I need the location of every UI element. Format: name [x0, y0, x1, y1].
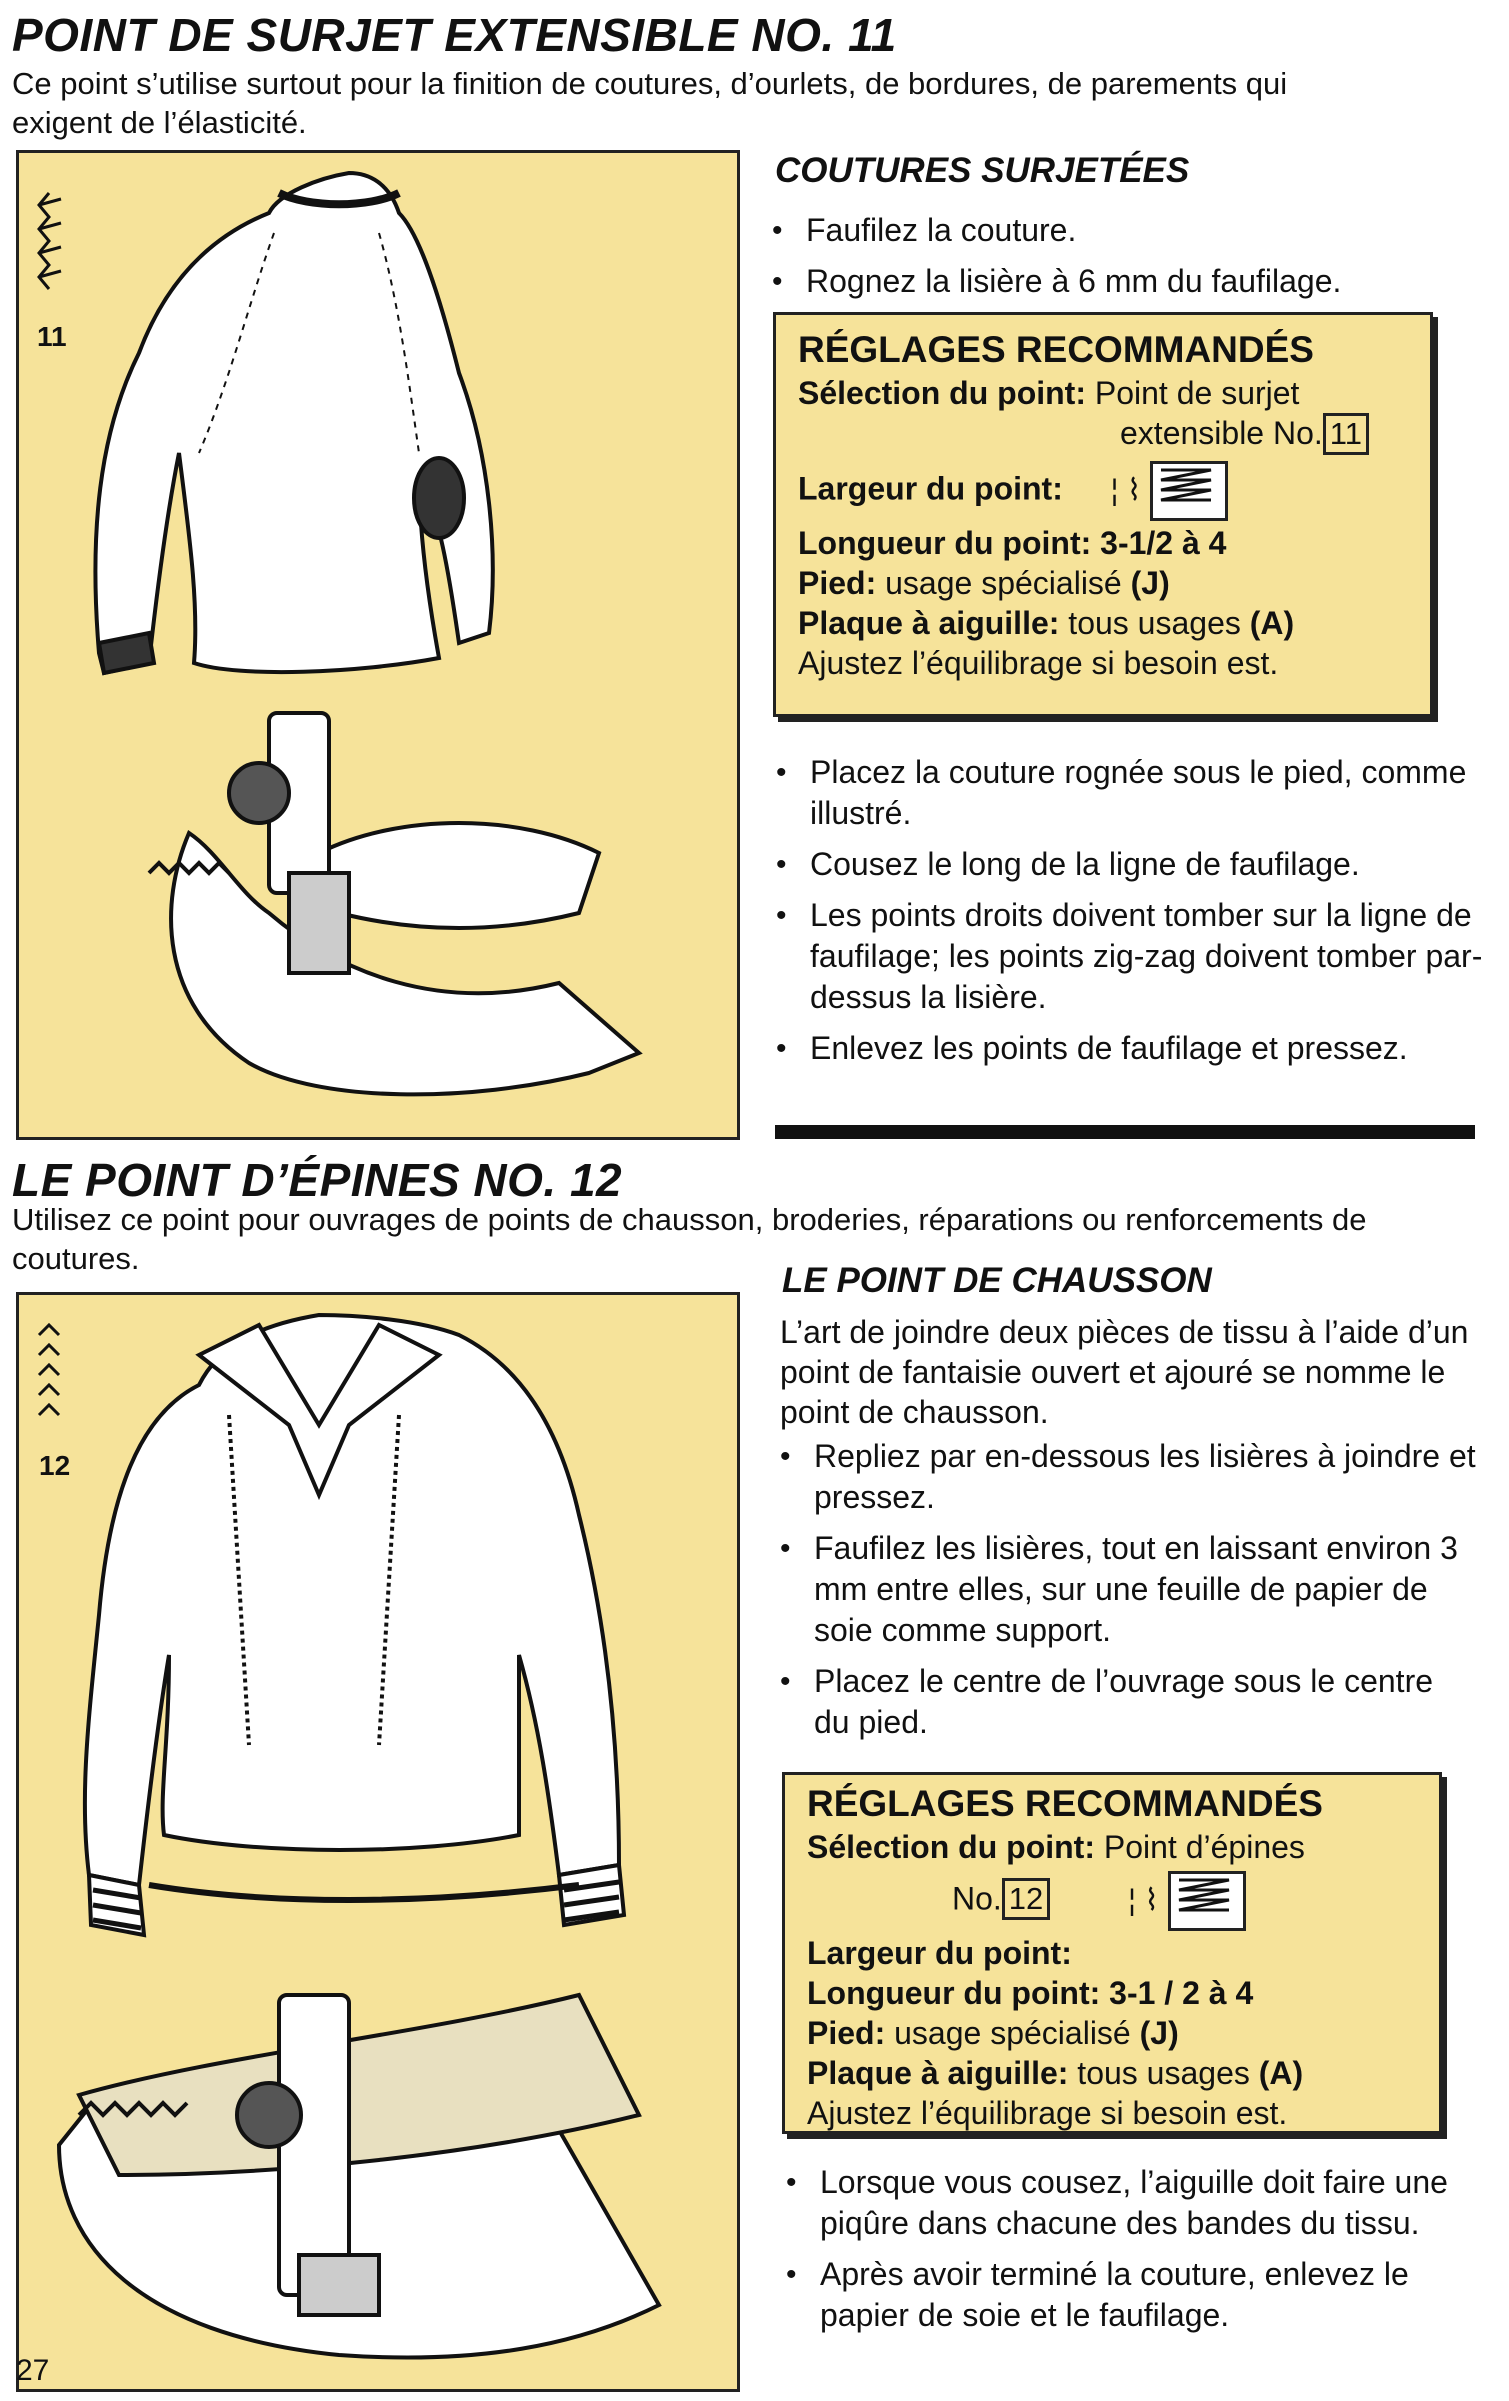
plate-label: Plaque à aiguille:: [807, 2055, 1069, 2091]
stitch-number-box: 11: [1323, 413, 1369, 455]
jacket-drawing: [85, 1315, 624, 1935]
width-dial-icon: ¦ ⌇: [1128, 1884, 1159, 1917]
foot-label: Pied:: [807, 2015, 886, 2051]
page-number: 27: [16, 2354, 50, 2387]
selection-value-2: extensible No.: [1120, 415, 1323, 451]
settings-heading: RÉGLAGES RECOMMANDÉS: [807, 1783, 1323, 1824]
section2-title: LE POINT D’ÉPINES NO. 12: [12, 1154, 623, 1206]
list-item: • Repliez par en-dessous les lisières à joindre et pressez.: [776, 1436, 1476, 1518]
stitch-number-12: 12: [39, 1450, 71, 1481]
plate-label: Plaque à aiguille:: [798, 605, 1060, 641]
selection-prefix: No.: [952, 1880, 1002, 1917]
foot-code: (J): [1130, 565, 1170, 601]
list-item: • Lorsque vous cousez, l’aiguille doit faire une piqûre dans chacune des bandes du tissu.: [782, 2162, 1482, 2244]
section2-intro: Utilisez ce point pour ouvrages de points de chausson, broderies, réparations ou renforcements de coutures.: [12, 1202, 1367, 1276]
list-item: • Les points droits doivent tomber sur la ligne de faufilage; les points zig-zag doivent tomber par-dessus la lisière.: [772, 895, 1492, 1018]
settings-heading: RÉGLAGES RECOMMANDÉS: [798, 329, 1314, 370]
plate-value: tous usages: [1068, 605, 1241, 641]
balance-note: Ajustez l’équilibrage si besoin est.: [798, 645, 1279, 681]
width-dial-icon: ¦ ⌇: [1110, 474, 1142, 507]
width-label: Largeur du point:: [807, 1935, 1072, 1971]
foot-code: (J): [1139, 2015, 1179, 2051]
section1-subhead: COUTURES SURJETÉES: [775, 151, 1190, 190]
selection-value: Point d’épines: [1103, 1829, 1305, 1865]
foot-value: usage spécialisé: [885, 565, 1122, 601]
presser-foot-drawing: [171, 713, 639, 1094]
machine-foot-drawing: [59, 1995, 659, 2358]
list-item: • Placez la couture rognée sous le pied, comme illustré.: [772, 752, 1492, 834]
list-item: • Rognez la lisière à 6 mm du faufilage.: [768, 261, 1488, 302]
length-value: 3-1/2 à 4: [1100, 525, 1227, 561]
width-indicator-icon: [1150, 461, 1228, 521]
list-item: • Cousez le long de la ligne de faufilage.: [772, 844, 1492, 885]
selection-value: Point de surjet: [1094, 375, 1300, 411]
overlock-stitch-icon: [39, 193, 61, 289]
settings-box-11: [773, 312, 1433, 717]
width-indicator-icon: [1168, 1871, 1246, 1931]
section1-bullets-before: [768, 210, 1488, 312]
width-label: Largeur du point:: [798, 470, 1063, 507]
list-item: • Faufilez la couture.: [768, 210, 1488, 251]
section2-bullets-after: [782, 2162, 1482, 2346]
sweater-illustration: [16, 150, 740, 1140]
selection-label: Sélection du point:: [807, 1829, 1095, 1865]
foot-label: Pied:: [798, 565, 877, 601]
stitch-number-box: 12: [1002, 1878, 1050, 1920]
plate-code: (A): [1258, 2055, 1304, 2091]
length-value: 3-1 / 2 à 4: [1109, 1975, 1254, 2011]
list-item: • Après avoir terminé la couture, enlevez le papier de soie et le faufilage.: [782, 2254, 1482, 2336]
balance-note: Ajustez l’équilibrage si besoin est.: [807, 2095, 1288, 2131]
section1-bullets-after: [772, 752, 1492, 1079]
list-item: • Placez le centre de l’ouvrage sous le centre du pied.: [776, 1661, 1476, 1743]
list-item: • Enlevez les points de faufilage et pressez.: [772, 1028, 1492, 1069]
length-label: Longueur du point:: [807, 1975, 1101, 2011]
stitch-number-11: 11: [37, 321, 67, 352]
section2-paragraph: L’art de joindre deux pièces de tissu à l’aide d’un point de fantaisie ouvert et ajouré se nomme le point de chausson.: [780, 1314, 1469, 1430]
length-label: Longueur du point:: [798, 525, 1092, 561]
feather-stitch-icon: [39, 1325, 59, 1415]
plate-value: tous usages: [1077, 2055, 1250, 2091]
section2-subhead: LE POINT DE CHAUSSON: [782, 1261, 1212, 1300]
plate-code: (A): [1249, 605, 1295, 641]
settings-box-12: [782, 1772, 1442, 2134]
list-item: • Faufilez les lisières, tout en laissant environ 3 mm entre elles, sur une feuille de papier de soie comme support.: [776, 1528, 1476, 1651]
section1-title: POINT DE SURJET EXTENSIBLE NO. 11: [12, 9, 897, 61]
sweater-drawing: [95, 173, 492, 673]
selection-label: Sélection du point:: [798, 375, 1086, 411]
section2-bullets-before: [776, 1436, 1476, 1753]
section1-intro: Ce point s’utilise surtout pour la finition de coutures, d’ourlets, de bordures, de parements qui exigent de l’élasticité.: [12, 66, 1288, 140]
foot-value: usage spécialisé: [894, 2015, 1131, 2051]
jacket-illustration: [16, 1292, 740, 2392]
section-divider: [775, 1125, 1475, 1139]
